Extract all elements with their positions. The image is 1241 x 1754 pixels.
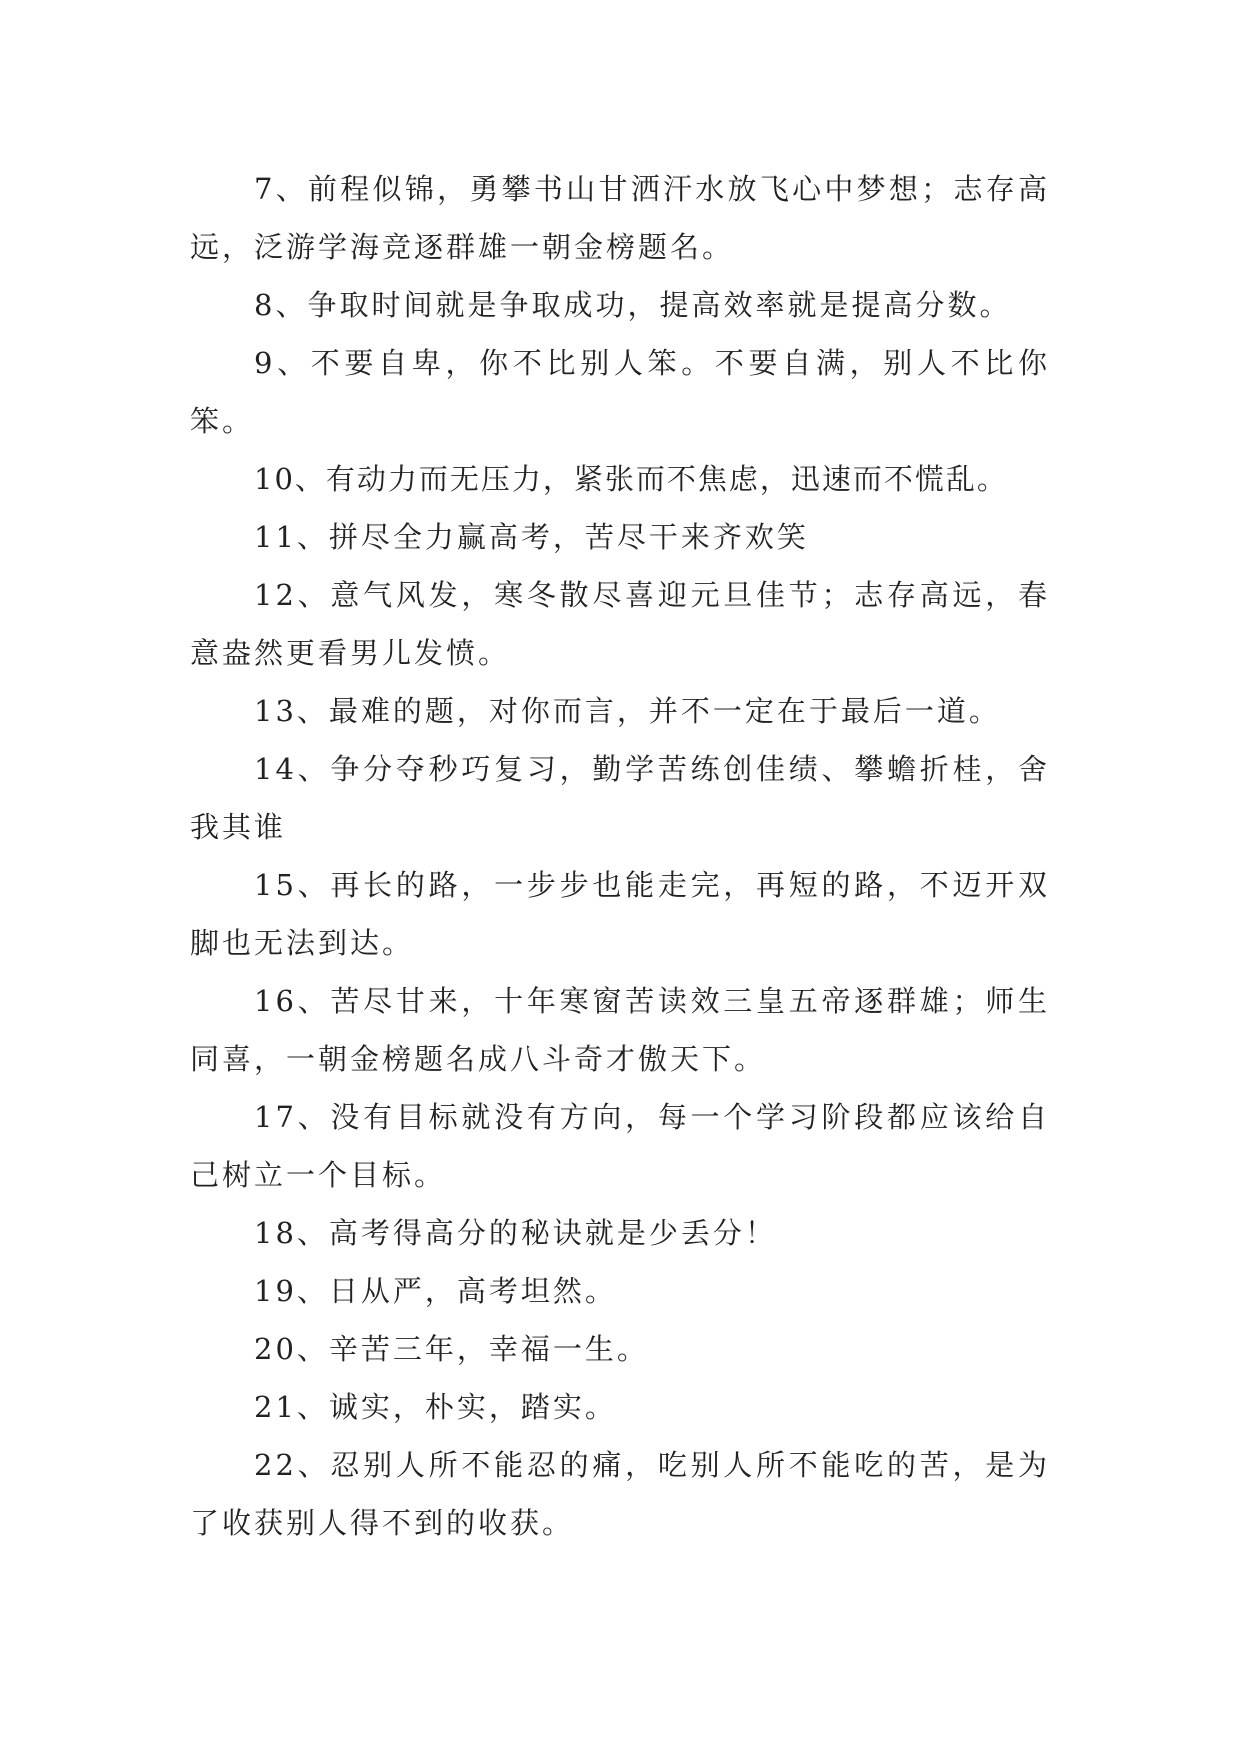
- paragraph-10: 10、有动力而无压力，紧张而不焦虑，迅速而不慌乱。: [254, 462, 1008, 496]
- document-body: [190, 160, 1050, 1552]
- paragraph-7: 7、前程似锦，勇攀书山甘洒汗水放飞心中梦想；志存高远，泛游学海竞逐群雄一朝金榜题名。: [190, 172, 1050, 264]
- paragraph-16: 16、苦尽甘来，十年寒窗苦读效三皇五帝逐群雄；师生同喜，一朝金榜题名成八斗奇才傲天下。: [190, 984, 1050, 1076]
- paragraph-9: 9、不要自卑，你不比别人笨。不要自满，别人不比你笨。: [190, 346, 1050, 438]
- paragraph-21: 21、诚实，朴实，踏实。: [254, 1390, 617, 1424]
- paragraph-8: 8、争取时间就是争取成功，提高效率就是提高分数。: [254, 288, 1012, 322]
- paragraph-14: 14、争分夺秒巧复习，勤学苦练创佳绩、攀蟾折桂，舍我其谁: [190, 752, 1050, 844]
- paragraph-15: 15、再长的路，一步步也能走完，再短的路，不迈开双脚也无法到达。: [190, 868, 1050, 960]
- paragraph-12: 12、意气风发，寒冬散尽喜迎元旦佳节；志存高远，春意盎然更看男儿发愤。: [190, 578, 1050, 670]
- paragraph-11: 11、拼尽全力赢高考，苦尽干来齐欢笑: [254, 520, 809, 554]
- paragraph-18: 18、高考得高分的秘诀就是少丢分！: [254, 1216, 777, 1250]
- paragraph-19: 19、日从严，高考坦然。: [254, 1274, 617, 1308]
- paragraph-22: 22、忍别人所不能忍的痛，吃别人所不能吃的苦，是为了收获别人得不到的收获。: [190, 1448, 1050, 1540]
- paragraph-17: 17、没有目标就没有方向，每一个学习阶段都应该给自己树立一个目标。: [190, 1100, 1050, 1192]
- paragraph-20: 20、辛苦三年，幸福一生。: [254, 1332, 649, 1366]
- paragraph-13: 13、最难的题，对你而言，并不一定在于最后一道。: [254, 694, 1001, 728]
